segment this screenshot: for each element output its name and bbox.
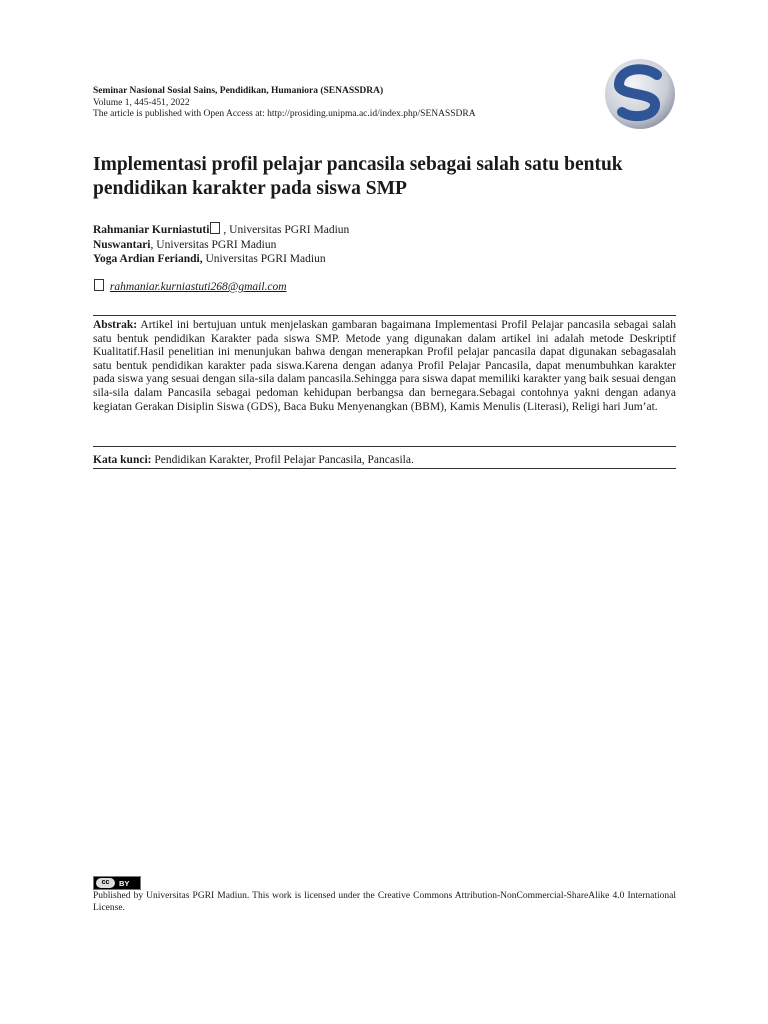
author-affiliation: , Universitas PGRI Madiun: [150, 238, 277, 251]
abstract-label: Abstrak:: [93, 319, 138, 331]
author-name: Rahmaniar Kurniastuti: [93, 224, 210, 236]
abstract: [93, 319, 676, 414]
volume-info: Volume 1, 445-451, 2022: [93, 97, 190, 108]
keywords-label: Kata kunci:: [93, 454, 152, 466]
keywords-bottom-rule: [93, 468, 676, 469]
paper-title: Implementasi profil pelajar pancasila sebagai salah satu bentuk pendidikan karakter pada siswa SMP: [93, 154, 623, 199]
senassdra-logo-icon: [604, 58, 676, 130]
author-name: Nuswantari: [93, 238, 151, 251]
abstract-top-rule: [93, 315, 676, 316]
keywords: [93, 454, 676, 466]
abstract-text: Artikel ini bertujuan untuk menjelaskan gambaran bagaimana Implementasi Profil Pelajar pancasila sebagai salah satu bentuk pendidikan Karakter pada siswa SMP. Metode yang digunakan dalam artikel ini adalah metode Deskriptif Kualitatif.Hasil penelitian ini menunjukan bahwa dengan menerapkan Profil pelajar pancasila dapat digunakan sebagasalah satu bentuk pendidikan karakter pada siswa.Karena dengan adanya Profil Pelajar Pancasila, dapat menumbuhkan karakter pada siswa yang sesuai dengan sila-sila dalam pancasila.Sehingga para siswa dapat memiliki karakter yang baik sesuai dengan sila-sila dalam Pancasila sebagai pedoman kehidupan berbangsa dan bernegara.Sebagai contohnya yakni dengan adanya kegiatan Gerakan Disiplin Siswa (GDS), Baca Buku Menyenangkan (BBM), Kamis Menulis (Literasi), Religi hari Jum’at.: [93, 319, 676, 413]
author-affiliation: Universitas PGRI Madiun: [202, 253, 326, 265]
journal-header: [93, 86, 593, 121]
cc-label: cc: [96, 878, 115, 888]
author-entry: [93, 222, 693, 238]
corresponding-email: [93, 279, 287, 293]
abstract-divider: [93, 446, 676, 447]
keywords-text: Pendidikan Karakter, Profil Pelajar Pancasila, Pancasila.: [154, 454, 414, 466]
author-entry: [93, 252, 693, 267]
email-link[interactable]: rahmaniar.kurniastuti268@gmail.com: [109, 281, 287, 293]
author-list: [93, 222, 693, 267]
license-note: Published by Universitas PGRI Madiun. This work is licensed under the Creative Commons Attribution-NonCommercial-ShareAlike 4.0 International License.: [93, 891, 676, 913]
author-name: Yoga Ardian Feriandi,: [93, 253, 203, 265]
cc-by-badge-icon[interactable]: [93, 876, 141, 890]
envelope-icon: [210, 222, 220, 234]
author-entry: [93, 238, 693, 253]
journal-name: Seminar Nasional Sosial Sains, Pendidikan, Humaniora (SENASSDRA): [93, 86, 384, 96]
by-label: BY: [119, 879, 130, 888]
author-affiliation: , Universitas PGRI Madiun: [223, 224, 350, 236]
envelope-icon: [94, 279, 104, 291]
open-access-line: The article is published with Open Access at: http://prosiding.unipma.ac.id/index.php/SENASSDRA: [93, 109, 476, 119]
